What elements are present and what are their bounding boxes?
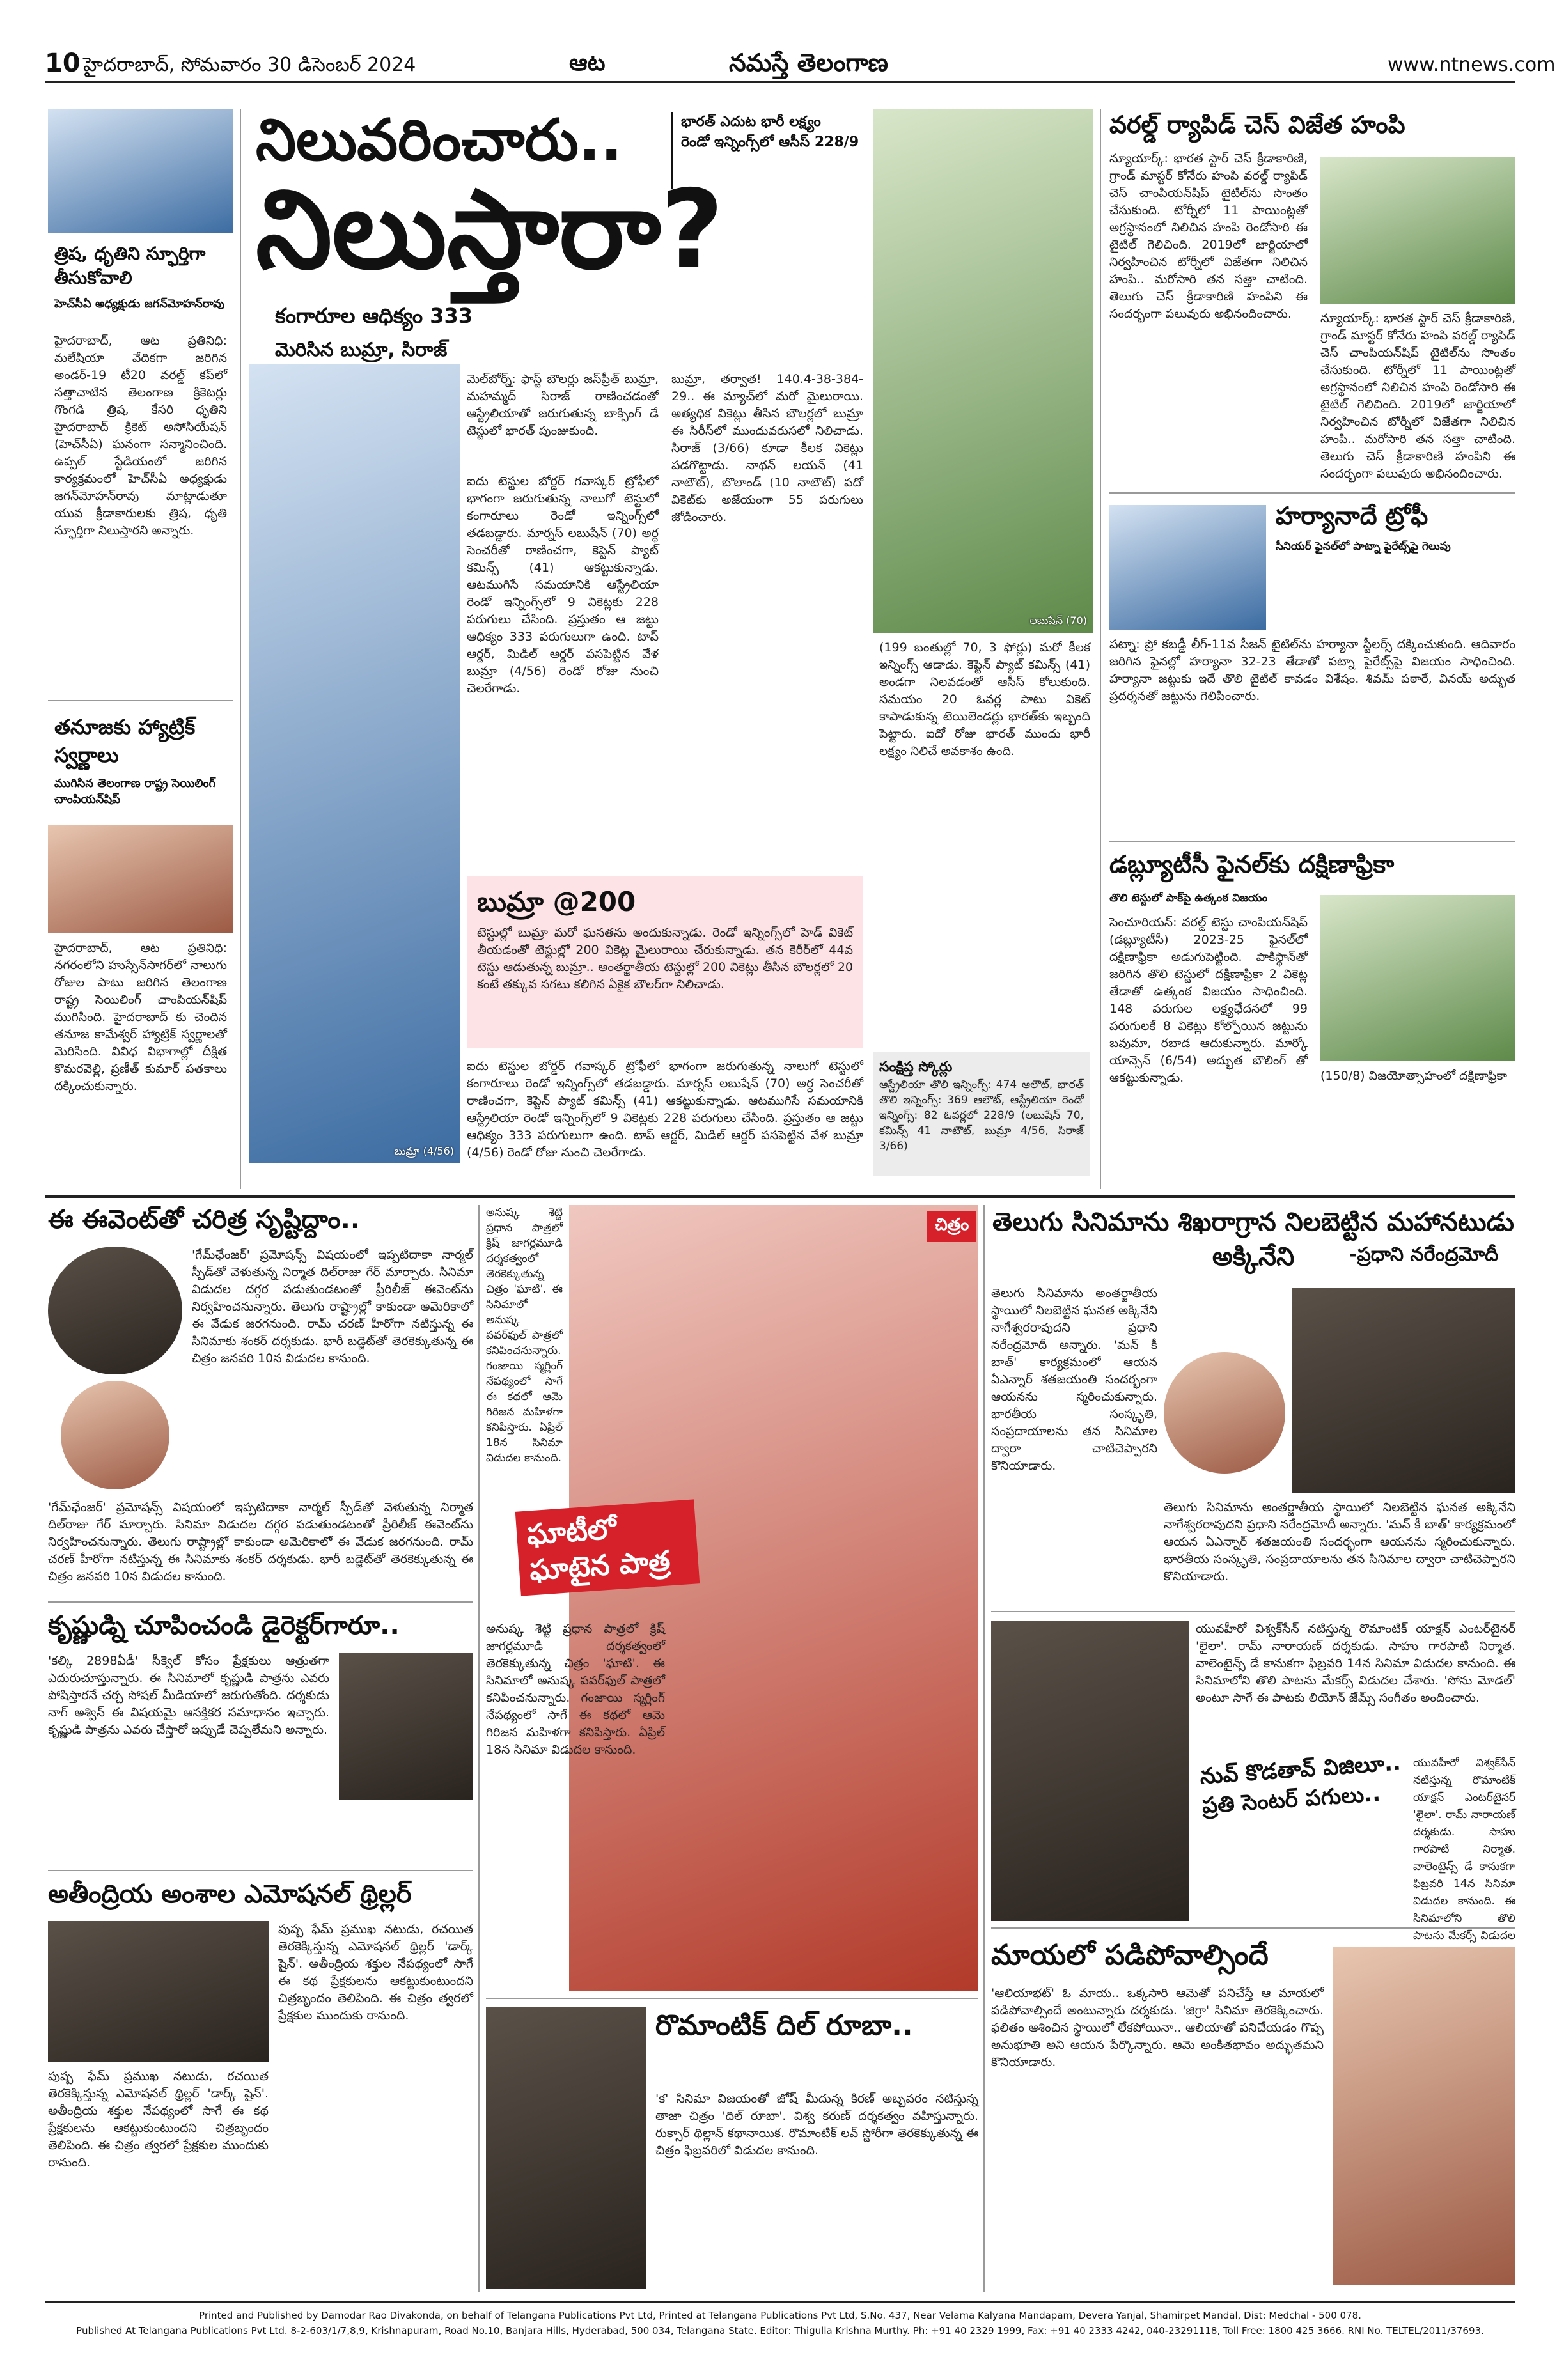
photo-caption: (150/8) విజయోత్సాహంలో దక్షిణాఫ్రికా xyxy=(1320,1069,1507,1083)
story-title: త్రిష, ధృతిని స్ఫూర్తిగా తీసుకోవాలి xyxy=(54,243,206,288)
story-body-cont: తెలుగు సినిమాను అంతర్జాతీయ స్థాయిలో నిలబెట్టిన ఘనత అక్కినేని నాగేశ్వరరావుదని ప్రధాని నరేంద్రమోదీ అన్నారు. 'మన్ కీ బాత్' కార్యక్రమంలో ఆయన ఏఎన్నార్ శతజయంతి సందర్భంగా ఆయనను స్మరించుకున్నారు. భారతీయ సంస్కృతి, సంప్రదాయాలను తన సినిమాల ద్వారా చాటిచెప్పారని కొనియాడారు. xyxy=(1164,1500,1515,1583)
divider xyxy=(983,1205,985,2292)
story-byline: హెచ్‌సీఏ అధ్యక్షుడు జగన్‌మోహన్‌రావు xyxy=(54,297,225,311)
photo-actress xyxy=(1333,1947,1515,2285)
photo-actor xyxy=(48,1247,182,1374)
paper-name: నమస్తే తెలంగాణ xyxy=(729,49,888,77)
story-title: వరల్డ్ ర్యాపిడ్ చెస్ విజేత హంపి xyxy=(1109,111,1405,139)
story-body-cont: పుష్ప ఫేమ్ ప్రముఖ నటుడు, రచయిత తెరకెక్కిస్తున్న ఎమోషనల్ థ్రిల్లర్ 'డార్క్ షైన్'. అతీంద్రియ శక్తుల నేపథ్యంలో సాగే ఈ కథ ప్రేక్షకులను ఆకట్టుకుంటుందని చిత్రబృందం తెలిపింది. ఈ చిత్రం త్వరలో ప్రేక్షకుల ముందుకు రానుంది. xyxy=(48,2069,269,2170)
story-title: డబ్ల్యూటీసీ ఫైనల్‌కు దక్షిణాఫ్రికా xyxy=(1109,850,1395,878)
story-body-cont: 'గేమ్‌ఛేంజర్' ప్రమోషన్స్ విషయంలో ఇప్పటిదాకా నార్మల్ స్పీడ్‌తో వెళుతున్న నిర్మాత దిల్‌రాజు గేర్ మార్చారు. సినిమా విడుదల దగ్గర పడుతుండటంతో ప్రీరిలీజ్ ఈవెంట్‌ను నిర్వహించనున్నారు. తెలుగు రాష్ట్రాల్లో కాకుండా అమెరికాలో ఈ వేడుక జరగనుంది. రామ్ చరణ్ హీరోగా నటిస్తున్న ఈ సినిమాకు శంకర్ దర్శకుడు. భారీ బడ్జెట్‌తో తెరకెక్కుతున్న ఈ చిత్రం జనవరి 10న విడుదల కానుంది. xyxy=(48,1500,473,1583)
scoreboard-body: ఆస్ట్రేలియా తొలి ఇన్నింగ్స్: 474 ఆలౌట్, భారత్ తొలి ఇన్నింగ్స్: 369 ఆలౌట్, ఆస్ట్రేలియా రెండో ఇన్నింగ్స్: 82 ఓవర్లలో 228/9 (లబుషేన్ 70, కమిన్స్ 41 నాటౌట్, బుమ్రా 4/56, సిరాజ్ 3/66) xyxy=(879,1078,1084,1153)
story-title-block xyxy=(1199,1748,1410,1858)
photo-cricketers xyxy=(48,109,233,233)
story-title: హర్యానాదే ట్రోఫీ xyxy=(1276,502,1428,530)
title-line-2: ప్రతి సెంటర్ పగులు.. xyxy=(1201,1780,1382,1819)
lead-body-col3: (199 బంతుల్లో 70, 3 ఫోర్లు) మరో కీలక ఇన్నింగ్స్ ఆడాడు. కెప్టెన్ ప్యాట్ కమిన్స్ (41) అండగా నిలవడంతో ఆసీస్ కోలుకుంది. సమయం 20 ఓవర్ల పాటు వికెట్ కాపాడుకున్న టెయిలెండర్లు భారత్‌కు ఇబ్బంది పెట్టారు. ఐదో రోజు భారత్ ముందు భారీ లక్ష్యం నిలిచే అవకాశం ఉంది. xyxy=(879,641,1090,758)
headline-2: నిలుస్తారా? xyxy=(256,167,724,293)
kicker-2: రెండో ఇన్నింగ్స్‌లో ఆసీస్ 228/9 xyxy=(681,134,859,150)
masthead xyxy=(45,45,1556,83)
divider xyxy=(486,1998,978,1999)
lead-dateline: మెల్‌బోర్న్: ఫాస్ట్ బౌలర్లు జస్‌ప్రీత్ బుమ్రా, మహమ్మద్ సిరాజ్ రాణించడంతో ఆస్ట్రేలియాతో జరుగుతున్న బాక్సింగ్ డే టెస్టులో భారత్ పుంజుకుంది. xyxy=(467,372,659,438)
photo-batter xyxy=(873,109,1093,633)
story-body: 'క' సినిమా విజయంతో జోష్ మీదున్న కిరణ్ అబ్బవరం నటిస్తున్న తాజా చిత్రం 'దిల్ రూబా'. విశ్వ కరుణ్ దర్శకత్వం వహిస్తున్నారు. రుక్సార్ థిల్లాన్ కథానాయిక. రొమాంటిక్ లవ్ స్టోరీగా తెరకెక్కుతున్న ఈ చిత్రం ఫిబ్రవరిలో విడుదల కానుంది. xyxy=(655,2092,978,2158)
subhead-lead: కంగారూల ఆధిక్యం 333 xyxy=(275,304,473,328)
subhead-2: మెరిసిన బుమ్రా, సిరాజ్ xyxy=(275,339,448,361)
divider xyxy=(478,1205,480,2292)
scoreboard-box xyxy=(873,1052,1090,1176)
bumrah-box-title: బుమ్రా @200 xyxy=(477,886,636,917)
divider xyxy=(991,1927,1515,1929)
story-body: 'కల్కి 2898ఏడీ' సీక్వెల్ కోసం ప్రేక్షకులు ఆత్రుతగా ఎదురుచూస్తున్నారు. ఈ సినిమాలో కృష్ణుడి పాత్రను ఎవరు పోషిస్తారనే చర్చ సోషల్ మీడియాలో జరుగుతోంది. దర్శకుడు నాగ్ అశ్విన్ ఈ విషయమై ఆసక్తికర సమాధానం ఇచ్చారు. కృష్ణుడి పాత్రను ఎవరు చేస్తారో ఇప్పుడే చెప్పలేమని అన్నారు. xyxy=(48,1654,329,1737)
divider xyxy=(1100,109,1101,1189)
bumrah-box-body: టెస్టుల్లో బుమ్రా మరో ఘనతను అందుకున్నాడు. రెండో ఇన్నింగ్స్‌లో హెడ్ వికెట్ తీయడంతో టెస్టుల్లో 200 వికెట్ల మైలురాయి చేరుకున్నాడు. తన కెరీర్‌లో 44వ టెస్టు ఆడుతున్న బుమ్రా.. అంతర్జాతీయ టెస్టుల్లో 200 వికెట్లు తీసిన బౌలర్లలో 20 కంటే తక్కువ సగటు కలిగిన ఏకైక బౌలర్‌గా నిలిచాడు. xyxy=(477,926,853,992)
story-body: 'గేమ్‌ఛేంజర్' ప్రమోషన్స్ విషయంలో ఇప్పటిదాకా నార్మల్ స్పీడ్‌తో వెళుతున్న నిర్మాత దిల్‌రాజు గేర్ మార్చారు. సినిమా విడుదల దగ్గర పడుతుండటంతో ప్రీరిలీజ్ ఈవెంట్‌ను నిర్వహించనున్నారు. తెలుగు రాష్ట్రాల్లో కాకుండా అమెరికాలో ఈ వేడుక జరగనుంది. రామ్ చరణ్ హీరోగా నటిస్తున్న ఈ సినిమాకు శంకర్ దర్శకుడు. భారీ బడ్జెట్‌తో తెరకెక్కుతున్న ఈ చిత్రం జనవరి 10న విడుదల కానుంది. xyxy=(192,1248,473,1365)
story-body: 'ఆలియాభట్' ఓ మాయ.. ఒక్కసారి ఆమెతో పనిచేస్తే ఆ మాయలో పడిపోవాల్సిందే అంటున్నారు దర్శకుడు. 'జిగ్రా' సినిమా తెరకెక్కించారు. ఫలితం ఆశించిన స్థాయిలో లేకపోయినా.. ఆలియాతో పనిచేయడం గొప్ప అనుభూతి అని ఆయన పేర్కొన్నారు. ఆమె అంకితభావం అద్భుతమని కొనియాడారు. xyxy=(991,1986,1324,2069)
photo-kabaddi-team xyxy=(1109,505,1266,630)
section-divider xyxy=(45,1195,1515,1198)
story-title: తెలుగు సినిమాను శిఖరాగ్రాన నిలబెట్టిన మహానటుడు అక్కినేని xyxy=(992,1208,1515,1272)
photo-director xyxy=(339,1653,473,1800)
photo-south-africa xyxy=(1320,895,1515,1061)
story-title: ఈ ఈవెంట్‌తో చరిత్ర సృష్టిద్దాం.. xyxy=(48,1205,361,1234)
story-kicker: తొలి టెస్టులో పాక్‌పై ఉత్కంఠ విజయం xyxy=(1109,892,1268,905)
bumrah-box xyxy=(467,876,863,1048)
story-body: పట్నా: ప్రో కబడ్డీ లీగ్-11వ సీజన్ టైటిల్‌ను హర్యానా స్టీలర్స్ దక్కించుకుంది. ఆదివారం జరిగిన ఫైనల్లో హర్యానా 32-23 తేడాతో పట్నా పైరేట్స్‌పై విజయం సాధించింది. హర్యానా జట్టుకు ఇదే తొలి టైటిల్ కావడం విశేషం. శివమ్ పఠారే, వినయ్ అద్భుత ప్రదర్శనతో జట్టును గెలిపించారు. xyxy=(1109,637,1515,703)
photo-romantic-lead xyxy=(486,2007,646,2289)
divider xyxy=(991,1611,1515,1612)
story-body-cont: యువహీరో విశ్వక్‌సేన్ నటిస్తున్న రొమాంటిక్ యాక్షన్ ఎంటర్‌టైనర్ 'లైలా'. రామ్ నారాయణ్ దర్శకుడు. సాహు గారపాటి నిర్మాత. వాలెంటైన్స్ డే కానుకగా ఫిబ్రవరి 14న సినిమా విడుదల కానుంది. ఈ సినిమాలోని తొలి పాటను మేకర్స్ విడుదల xyxy=(1413,1757,1515,1942)
imprint-line-2: Published At Telangana Publications Pvt Ltd. 8-2-603/1/7,8,9, Krishnapuram, Road No.10, Banjara Hills, Hyderabad, 500 034, Telangana State. Editor: Thigulla Krishna Murthy. Ph: +91 40 2329 1999, Fax: +91 40 2333 4242, 040-23291118, Toll Free: 1800 425 3666. RNI No. TELTEL/2011/37693. xyxy=(76,2325,1484,2337)
overlay-line-2: ఘాటైన పాత్ర xyxy=(528,1544,671,1587)
photo-veteran-actor xyxy=(1292,1288,1515,1493)
feature-intro: అనుష్క శెట్టి ప్రధాన పాత్రలో క్రిష్ జాగర్లమూడి దర్శకత్వంలో తెరకెక్కుతున్న చిత్రం 'ఘాటి'. ఈ సినిమాలో అనుష్క పవర్‌ఫుల్ పాత్రలో కనిపించనున్నారు. గంజాయి స్మగ్లింగ్ నేపథ్యంలో సాగే ఈ కథలో ఆమె గిరిజన మహిళగా కనిపిస్తారు. ఏప్రిల్ 18న సినిమా విడుదల కానుంది. xyxy=(486,1206,563,1465)
section-name: ఆట xyxy=(569,50,606,76)
left-sidebar xyxy=(48,109,233,1189)
kicker-box xyxy=(671,112,863,189)
story-body-cont: న్యూయార్క్: భారత స్టార్ చెస్ క్రీడాకారిణి, గ్రాండ్ మాస్టర్ కోనేరు హంపి వరల్డ్ ర్యాపిడ్ చెస్ చాంపియన్‌షిప్ టైటిల్‌ను సొంతం చేసుకుంది. టోర్నీలో 11 పాయింట్లతో అగ్రస్థానంలో నిలిచిన హంపి రెండోసారి ఈ టైటిల్ గెలిచింది. 2019లో జార్జియాలో నిర్వహించిన టోర్నీలో విజేతగా నిలిచిన హంపి.. మరోసారి తన సత్తా చాటింది. తెలుగు చెస్ క్రీడాకారిణి హంపిని ఈ సందర్భంగా పలువురు అభినందించారు. xyxy=(1320,311,1515,481)
story-body: సెంచూరియన్: వరల్డ్ టెస్టు చాంపియన్‌షిప్ (డబ్ల్యూటీసీ) 2023-25 ఫైనల్‌లో దక్షిణాఫ్రికా అడుగుపెట్టింది. పాకిస్థాన్‌తో జరిగిన తొలి టెస్టులో దక్షిణాఫ్రికా 2 వికెట్ల తేడాతో ఉత్కంఠ విజయం సాధించింది. 148 పరుగుల లక్ష్యఛేదనలో 99 పరుగులకే 8 వికెట్లు కోల్పోయిన జట్టును బవుమా, రబాడ ఆదుకున్నారు. మార్కో యాన్సెన్ (6/54) అద్భుత బౌలింగ్ తో ఆకట్టుకున్నాడు. xyxy=(1109,915,1308,1085)
lead-body-lower: ఐదు టెస్టుల బోర్డర్ గవాస్కర్ ట్రోఫీలో భాగంగా జరుగుతున్న నాలుగో టెస్టులో కంగారూలు రెండో ఇన్నింగ్స్‌లో తడబడ్డారు. మార్నస్ లబుషేన్ (70) అర్ధ సెంచరీతో రాణించగా, కెప్టెన్ ప్యాట్ కమిన్స్ (41) ఆకట్టుకున్నాడు. ఆటముగిసే సమయానికి ఆస్ట్రేలియా రెండో ఇన్నింగ్స్‌లో 9 వికెట్లకు 228 పరుగులు చేసింది. ప్రస్తుతం ఆ జట్టు ఆధిక్యం 333 పరుగులుగా ఉంది. టాప్ ఆర్డర్, మిడిల్ ఆర్డర్ పసపెట్టిన వేళ బుమ్రా (4/56) రెండో రోజు నుంచి చెలరేగాడు. xyxy=(467,1059,863,1160)
story-body: హైదరాబాద్, ఆట ప్రతినిధి: మలేషియా వేదికగా జరిగిన అండర్-19 టీ20 వరల్డ్ కప్‌లో సత్తాచాటిన తెలంగాణ క్రికెటర్లు గొంగడి త్రిష, కేసరి ధృతిని హైదరాబాద్ క్రికెట్ అసోసియేషన్ (హెచ్‌సీఏ) ఘనంగా సన్మానించింది. ఉప్పల్ స్టేడియంలో జరిగిన కార్యక్రమంలో హెచ్‌సీఏ అధ్యక్షుడు జగన్‌మోహన్‌రావు మాట్లాడుతూ యువ క్రీడాకారులకు త్రిష, ధృతి స్ఫూర్తిగా నిలుస్తారని అన్నారు. xyxy=(54,334,227,538)
website-url[interactable]: www.ntnews.com xyxy=(1388,54,1556,76)
title-line-1: నువ్ కొడతావ్ విజిలూ.. xyxy=(1199,1750,1402,1790)
imprint-footer xyxy=(45,2301,1515,2353)
story-kicker: సీనియర్ ఫైనల్‌లో పాట్నా పైరేట్స్‌పై గెలుపు xyxy=(1276,540,1451,553)
story-title: కృష్ణుడ్ని చూపించండి డైరెక్టర్‌గారూ.. xyxy=(48,1611,400,1640)
photo-caption: లబుషేన్ (70) xyxy=(1029,614,1087,626)
story-title: మాయలో పడిపోవాల్సిందే xyxy=(991,1939,1269,1972)
story-body: హైదరాబాద్, ఆట ప్రతినిధి: నగరంలోని హుస్సేన్‌సాగర్‌లో నాలుగు రోజుల పాటు జరిగిన తెలంగాణ రాష్ట్ర సెయిలింగ్ చాంపియన్‌షిప్ ముగిసింది. హైదరాబాద్ కు చెందిన తనూజ కామేశ్వర్ హ్యాట్రిక్ స్వర్ణాలతో మెరిసింది. వివిధ విభాగాల్లో దీక్షిత కొమరవెల్లి, ప్రణీత్ కుమార్ పతకాలు దక్కించుకున్నారు. xyxy=(54,941,227,1093)
divider xyxy=(48,700,233,701)
story-body: తెలుగు సినిమాను అంతర్జాతీయ స్థాయిలో నిలబెట్టిన ఘనత అక్కినేని నాగేశ్వరరావుదని ప్రధాని నరేంద్రమోదీ అన్నారు. 'మన్ కీ బాత్' కార్యక్రమంలో ఆయన ఏఎన్నార్ శతజయంతి సందర్భంగా ఆయనను స్మరించుకున్నారు. భారతీయ సంస్కృతి, సంప్రదాయాలను తన సినిమాల ద్వారా చాటిచెప్పారని కొనియాడారు. xyxy=(991,1286,1157,1473)
scoreboard-title: సంక్షిప్త స్కోర్లు xyxy=(879,1059,953,1075)
photo-movie-still xyxy=(48,1921,269,2062)
story-title: అతీంద్రియ అంశాల ఎమోషనల్ థ్రిల్లర్ xyxy=(48,1879,412,1909)
headline-1: నిలువరించారు.. xyxy=(256,107,623,174)
lead-story xyxy=(249,109,1093,1189)
story-body: పుష్ప ఫేమ్ ప్రముఖ నటుడు, రచయిత తెరకెక్కిస్తున్న ఎమోషనల్ థ్రిల్లర్ 'డార్క్ షైన్'. అతీంద్రియ శక్తుల నేపథ్యంలో సాగే ఈ కథ ప్రేక్షకులను ఆకట్టుకుంటుందని చిత్రబృందం తెలిపింది. ఈ చిత్రం త్వరలో ప్రేక్షకుల ముందుకు రానుంది. xyxy=(278,1922,473,2023)
story-body: న్యూయార్క్: భారత స్టార్ చెస్ క్రీడాకారిణి, గ్రాండ్ మాస్టర్ కోనేరు హంపి వరల్డ్ ర్యాపిడ్ చెస్ చాంపియన్‌షిప్ టైటిల్‌ను సొంతం చేసుకుంది. టోర్నీలో 11 పాయింట్లతో అగ్రస్థానంలో నిలిచిన హంపి రెండోసారి ఈ టైటిల్ గెలిచింది. 2019లో జార్జియాలో నిర్వహించిన టోర్నీలో విజేతగా నిలిచిన హంపి.. మరోసారి తన సత్తా చాటింది. తెలుగు చెస్ క్రీడాకారిణి హంపిని ఈ సందర్భంగా పలువురు అభినందించారు. xyxy=(1109,152,1308,321)
kicker-1: భారత్ ఎదుట భారీ లక్ష్యం xyxy=(681,114,821,130)
feature-overlay-title xyxy=(515,1499,700,1596)
dateline: హైదరాబాద్, సోమవారం 30 డిసెంబర్ 2024 xyxy=(83,54,416,76)
lead-body-col2: బుమ్రా, తర్వాత! 140.4-38-384-29.. ఈ మ్యాచ్‌లో మరో మైలురాయి. అత్యధిక వికెట్లు తీసిన బౌలర్లలో బుమ్రా ఈ సిరీస్‌లో ముందువరుసలో నిలిచాడు. సిరాజ్ (3/66) కూడా కీలక వికెట్లు పడగొట్టాడు. నాథన్ లయన్ (41 నాటౌట్), బొలాండ్ (10 నాటౌట్) పదో వికెట్‌కు అజేయంగా 55 పరుగులు జోడించారు. xyxy=(671,372,863,524)
section-badge: చిత్రం xyxy=(927,1211,976,1242)
photo-medalists xyxy=(48,825,233,933)
photo-hero xyxy=(991,1621,1189,1921)
overlay-line-1: ఘాటీలో xyxy=(526,1513,618,1552)
story-title: రొమాంటిక్ దిల్ రూబా.. xyxy=(655,2009,913,2042)
cinema-feature xyxy=(486,1205,978,2292)
story-body: యువహీరో విశ్వక్‌సేన్ నటిస్తున్న రొమాంటిక్ యాక్షన్ ఎంటర్‌టైనర్ 'లైలా'. రామ్ నారాయణ్ దర్శకుడు. సాహు గారపాటి నిర్మాత. వాలెంటైన్స్ డే కానుకగా ఫిబ్రవరి 14న సినిమా విడుదల కానుంది. ఈ సినిమాలోని తొలి పాటను మేకర్స్ విడుదల చేశారు. 'సోను మోడల్' అంటూ సాగే ఈ పాటకు లియోన్ జేమ్స్ సంగీతం అందించారు. xyxy=(1196,1622,1515,1705)
divider xyxy=(1109,492,1515,494)
divider xyxy=(48,1870,473,1871)
page-number: 10 xyxy=(45,49,81,78)
story-title: తనూజకు హ్యాట్రిక్ స్వర్ణాలు xyxy=(54,715,196,767)
imprint-line-1: Printed and Published by Damodar Rao Divakonda, on behalf of Telangana Publications Pvt Ltd, Printed at Telangana Publications Pvt Ltd, S.No. 437, Near Velama Kalyana Mandapam, Devera Yanjal, Shamirpet Mandal, Dist: Medchal - 500 078. xyxy=(199,2310,1361,2321)
photo-caption: బుమ్రా (4/56) xyxy=(394,1145,454,1157)
right-sidebar xyxy=(1109,109,1515,1189)
photo-prime-minister xyxy=(1164,1352,1285,1474)
divider xyxy=(1109,841,1515,842)
photo-bowler-celebration xyxy=(249,364,460,1163)
cinema-left xyxy=(48,1205,473,2292)
divider xyxy=(240,109,241,1189)
photo-producer xyxy=(61,1381,169,1489)
story-byline: ముగిసిన తెలంగాణ రాష్ట్ర సెయిలింగ్ చాంపియన్‌షిప్ xyxy=(54,777,216,806)
feature-body: అనుష్క శెట్టి ప్రధాన పాత్రలో క్రిష్ జాగర్లమూడి దర్శకత్వంలో తెరకెక్కుతున్న చిత్రం 'ఘాటి'. ఈ సినిమాలో అనుష్క పవర్‌ఫుల్ పాత్రలో కనిపించనున్నారు. గంజాయి స్మగ్లింగ్ నేపథ్యంలో సాగే ఈ కథలో ఆమె గిరిజన మహిళగా కనిపిస్తారు. ఏప్రిల్ 18న సినిమా విడుదల కానుంది. xyxy=(486,1622,665,1757)
photo-chess-champion xyxy=(1320,157,1515,304)
cinema-right xyxy=(991,1205,1515,2292)
lead-body-col1: ఐదు టెస్టుల బోర్డర్ గవాస్కర్ ట్రోఫీలో భాగంగా జరుగుతున్న నాలుగో టెస్టులో కంగారూలు రెండో ఇన్నింగ్స్‌లో తడబడ్డారు. మార్నస్ లబుషేన్ (70) అర్ధ సెంచరీతో రాణించగా, కెప్టెన్ ప్యాట్ కమిన్స్ (41) ఆకట్టుకున్నాడు. ఆటముగిసే సమయానికి ఆస్ట్రేలియా రెండో ఇన్నింగ్స్‌లో 9 వికెట్లకు 228 పరుగులు చేసింది. ప్రస్తుతం ఆ జట్టు ఆధిక్యం 333 పరుగులుగా ఉంది. టాప్ ఆర్డర్, మిడిల్ ఆర్డర్ పసపెట్టిన వేళ బుమ్రా (4/56) రెండో రోజు నుంచి చెలరేగాడు. xyxy=(467,474,659,696)
story-attribution: -ప్రధాని నరేంద్రమోదీ xyxy=(1349,1243,1499,1266)
divider xyxy=(48,1601,473,1603)
